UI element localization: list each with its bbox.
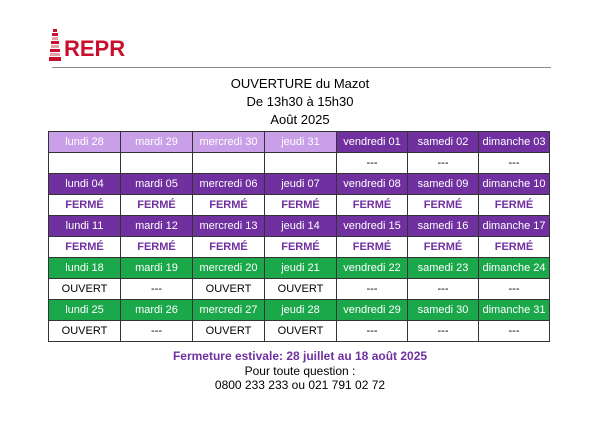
calendar-cell: lundi 04 bbox=[49, 174, 121, 195]
calendar-cell: --- bbox=[337, 279, 408, 300]
calendar-cell: mardi 29 bbox=[121, 132, 193, 153]
calendar-cell: mercredi 30 bbox=[193, 132, 265, 153]
calendar-cell: dimanche 31 bbox=[479, 300, 550, 321]
calendar-row bbox=[49, 174, 550, 195]
calendar-row bbox=[49, 300, 550, 321]
header-divider bbox=[52, 67, 551, 68]
calendar-cell: mardi 05 bbox=[121, 174, 193, 195]
calendar-cell: FERMÉ bbox=[265, 237, 337, 258]
calendar-cell: FERMÉ bbox=[49, 237, 121, 258]
lighthouse-icon bbox=[49, 29, 61, 61]
calendar-cell: --- bbox=[479, 321, 550, 342]
calendar-cell: OUVERT bbox=[265, 321, 337, 342]
hours-line: De 13h30 à 15h30 bbox=[246, 94, 354, 109]
calendar-cell bbox=[121, 153, 193, 174]
calendar-cell: FERMÉ bbox=[121, 237, 193, 258]
calendar-cell: mercredi 13 bbox=[193, 216, 265, 237]
calendar-cell: lundi 18 bbox=[49, 258, 121, 279]
calendar-row bbox=[49, 153, 550, 174]
calendar-cell: FERMÉ bbox=[49, 195, 121, 216]
calendar-cell: samedi 16 bbox=[408, 216, 479, 237]
calendar-cell: FERMÉ bbox=[265, 195, 337, 216]
calendar-row bbox=[49, 258, 550, 279]
calendar-cell: OUVERT bbox=[193, 321, 265, 342]
calendar-row bbox=[49, 132, 550, 153]
calendar-cell: vendredi 15 bbox=[337, 216, 408, 237]
calendar-cell: mercredi 20 bbox=[193, 258, 265, 279]
calendar-cell: dimanche 03 bbox=[479, 132, 550, 153]
calendar-cell: vendredi 01 bbox=[337, 132, 408, 153]
calendar-row bbox=[49, 279, 550, 300]
calendar-cell: OUVERT bbox=[49, 321, 121, 342]
calendar-cell: vendredi 08 bbox=[337, 174, 408, 195]
calendar-row bbox=[49, 195, 550, 216]
calendar-cell: OUVERT bbox=[265, 279, 337, 300]
calendar-cell: FERMÉ bbox=[337, 237, 408, 258]
calendar-cell: FERMÉ bbox=[479, 237, 550, 258]
calendar-cell: vendredi 22 bbox=[337, 258, 408, 279]
calendar-cell: FERMÉ bbox=[337, 195, 408, 216]
calendar-cell: --- bbox=[408, 153, 479, 174]
logo-text: REPR bbox=[64, 36, 126, 61]
question-line: Pour toute question : bbox=[244, 364, 356, 378]
calendar-cell bbox=[49, 153, 121, 174]
closure-notice: Fermeture estivale: 28 juillet au 18 août 2025 bbox=[172, 349, 428, 363]
calendar-cell: --- bbox=[121, 279, 193, 300]
phone-numbers: 0800 233 233 ou 021 791 02 72 bbox=[214, 378, 386, 392]
calendar-cell bbox=[265, 153, 337, 174]
calendar-cell: jeudi 07 bbox=[265, 174, 337, 195]
calendar-cell: samedi 23 bbox=[408, 258, 479, 279]
calendar-cell: --- bbox=[479, 279, 550, 300]
calendar-cell: jeudi 31 bbox=[265, 132, 337, 153]
calendar-cell: OUVERT bbox=[49, 279, 121, 300]
month-line: Août 2025 bbox=[270, 112, 330, 127]
calendar-cell: jeudi 14 bbox=[265, 216, 337, 237]
calendar-cell: FERMÉ bbox=[408, 237, 479, 258]
calendar-cell: mercredi 27 bbox=[193, 300, 265, 321]
calendar-cell: lundi 11 bbox=[49, 216, 121, 237]
calendar-cell: samedi 30 bbox=[408, 300, 479, 321]
calendar-cell: --- bbox=[121, 321, 193, 342]
title-line: OUVERTURE du Mazot bbox=[230, 76, 370, 91]
calendar-cell: FERMÉ bbox=[193, 195, 265, 216]
calendar-cell: mercredi 06 bbox=[193, 174, 265, 195]
calendar-cell: mardi 12 bbox=[121, 216, 193, 237]
calendar-cell: dimanche 17 bbox=[479, 216, 550, 237]
calendar-cell: lundi 25 bbox=[49, 300, 121, 321]
calendar-cell: dimanche 10 bbox=[479, 174, 550, 195]
calendar-row bbox=[49, 216, 550, 237]
calendar-cell: --- bbox=[337, 153, 408, 174]
calendar-cell: jeudi 28 bbox=[265, 300, 337, 321]
calendar-cell bbox=[193, 153, 265, 174]
calendar-cell: --- bbox=[408, 279, 479, 300]
calendar-cell: --- bbox=[408, 321, 479, 342]
calendar-cell: dimanche 24 bbox=[479, 258, 550, 279]
calendar-cell: samedi 09 bbox=[408, 174, 479, 195]
calendar-cell: FERMÉ bbox=[193, 237, 265, 258]
calendar-cell: OUVERT bbox=[193, 279, 265, 300]
calendar-cell: FERMÉ bbox=[121, 195, 193, 216]
calendar-cell: --- bbox=[479, 153, 550, 174]
calendar-cell: mardi 19 bbox=[121, 258, 193, 279]
calendar-cell: --- bbox=[337, 321, 408, 342]
calendar-row bbox=[49, 237, 550, 258]
calendar-cell: mardi 26 bbox=[121, 300, 193, 321]
opening-calendar bbox=[48, 131, 550, 342]
calendar-cell: vendredi 29 bbox=[337, 300, 408, 321]
calendar-cell: lundi 28 bbox=[49, 132, 121, 153]
calendar-cell: jeudi 21 bbox=[265, 258, 337, 279]
calendar-cell: samedi 02 bbox=[408, 132, 479, 153]
calendar-cell: FERMÉ bbox=[408, 195, 479, 216]
calendar-cell: FERMÉ bbox=[479, 195, 550, 216]
calendar-row bbox=[49, 321, 550, 342]
